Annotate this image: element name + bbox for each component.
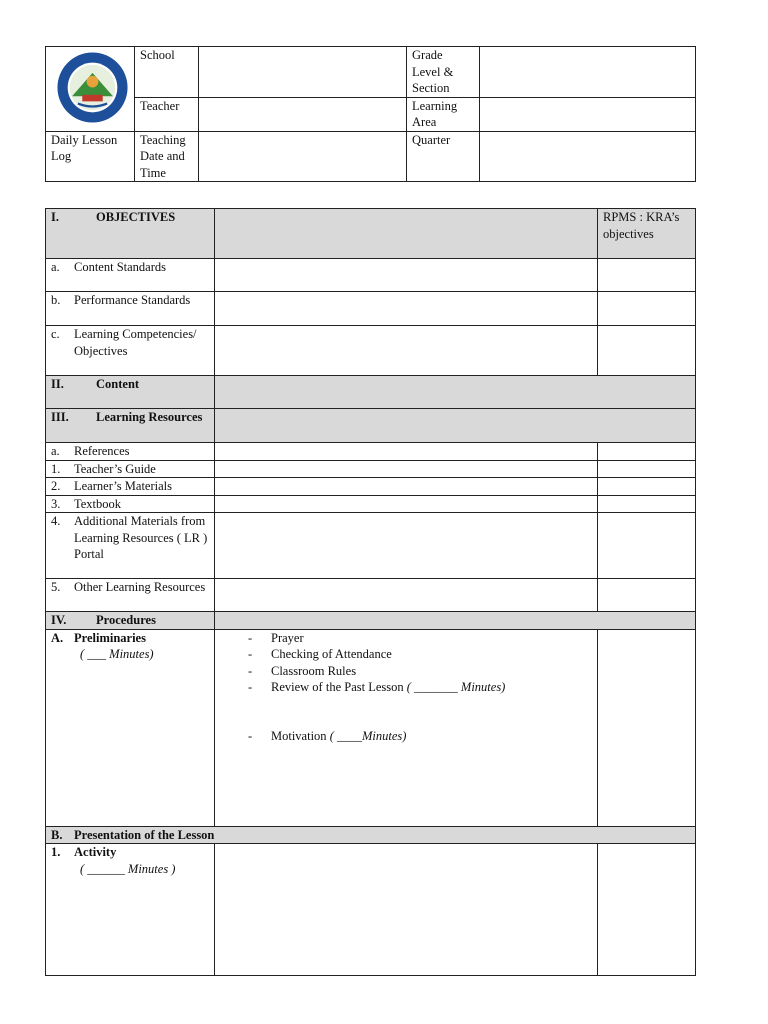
content-standards-rpms[interactable] [598,259,696,292]
grade-field[interactable] [480,47,696,98]
textbook-label: 3. Textbook [46,495,215,513]
objectives-heading: I. OBJECTIVES [46,209,215,259]
additional-materials-rpms[interactable] [598,513,696,579]
teachers-guide-label: 1. Teacher’s Guide [46,460,215,478]
content-heading: II. Content [46,376,215,409]
performance-standards-rpms[interactable] [598,292,696,326]
additional-materials-field[interactable] [215,513,598,579]
content-field[interactable] [215,376,696,409]
presentation-heading: B. Presentation of the Lesson [46,826,696,844]
other-resources-rpms[interactable] [598,579,696,612]
other-resources-label: 5. Other Learning Resources [46,579,215,612]
objectives-main[interactable] [215,209,598,259]
references-rpms[interactable] [598,443,696,461]
textbook-field[interactable] [215,495,598,513]
header-table [45,46,696,182]
area-field[interactable] [480,97,696,131]
activity-time: ( ______ Minutes ) [80,861,176,876]
teacher-field[interactable] [199,97,407,131]
school-field[interactable] [199,47,407,98]
content-standards-field[interactable] [215,259,598,292]
bullet-attendance: - Checking of Attendance [248,647,392,661]
references-field[interactable] [215,443,598,461]
teacher-label: Teacher [135,97,199,131]
learners-materials-field[interactable] [215,478,598,496]
activity-label: 1. Activity ( ______ Minutes ) [46,844,215,976]
bullet-classroom-rules: - Classroom Rules [248,663,357,678]
grade-label: Grade Level & Section [407,47,480,98]
textbook-rpms[interactable] [598,495,696,513]
references-label: a. References [46,443,215,461]
preliminaries-rpms[interactable] [598,629,696,826]
preliminaries-label: A. Preliminaries ( ___ Minutes) [46,629,215,826]
date-label: Teaching Date and Time [135,131,199,182]
teachers-guide-rpms[interactable] [598,460,696,478]
procedures-field[interactable] [215,612,696,630]
bullet-prayer: - Prayer [248,630,304,645]
quarter-label: Quarter [407,131,480,182]
activity-rpms[interactable] [598,844,696,976]
additional-materials-label: 4. Additional Materials from Learning Resources ( LR ) Portal [46,513,215,579]
performance-standards-field[interactable] [215,292,598,326]
quarter-field[interactable] [480,131,696,182]
content-standards-label: a. Content Standards [46,259,215,292]
competencies-label: c. Learning Competencies/ Objectives [46,326,215,376]
learners-materials-rpms[interactable] [598,478,696,496]
procedures-heading: IV. Procedures [46,612,215,630]
other-resources-field[interactable] [215,579,598,612]
school-label: School [135,47,199,98]
competencies-rpms[interactable] [598,326,696,376]
bullet-review: - Review of the Past Lesson ( _______ Minutes) [248,680,506,694]
preliminaries-field[interactable] [215,629,598,826]
rpms-label: RPMS : KRA’s objectives [598,209,696,259]
lesson-log-table [45,208,696,976]
competencies-field[interactable] [215,326,598,376]
teachers-guide-field[interactable] [215,460,598,478]
area-label: Learning Area [407,97,480,131]
resources-field[interactable] [215,409,696,443]
form-title: Daily Lesson Log [46,131,135,182]
date-field[interactable] [199,131,407,182]
activity-field[interactable] [215,844,598,976]
learners-materials-label: 2. Learner’s Materials [46,478,215,496]
bullet-motivation: - Motivation ( ____Minutes) [248,728,407,743]
preliminaries-time: ( ___ Minutes) [80,647,154,661]
school-seal-logo [56,51,129,124]
performance-standards-label: b. Performance Standards [46,292,215,326]
resources-heading: III. Learning Resources [46,409,215,443]
